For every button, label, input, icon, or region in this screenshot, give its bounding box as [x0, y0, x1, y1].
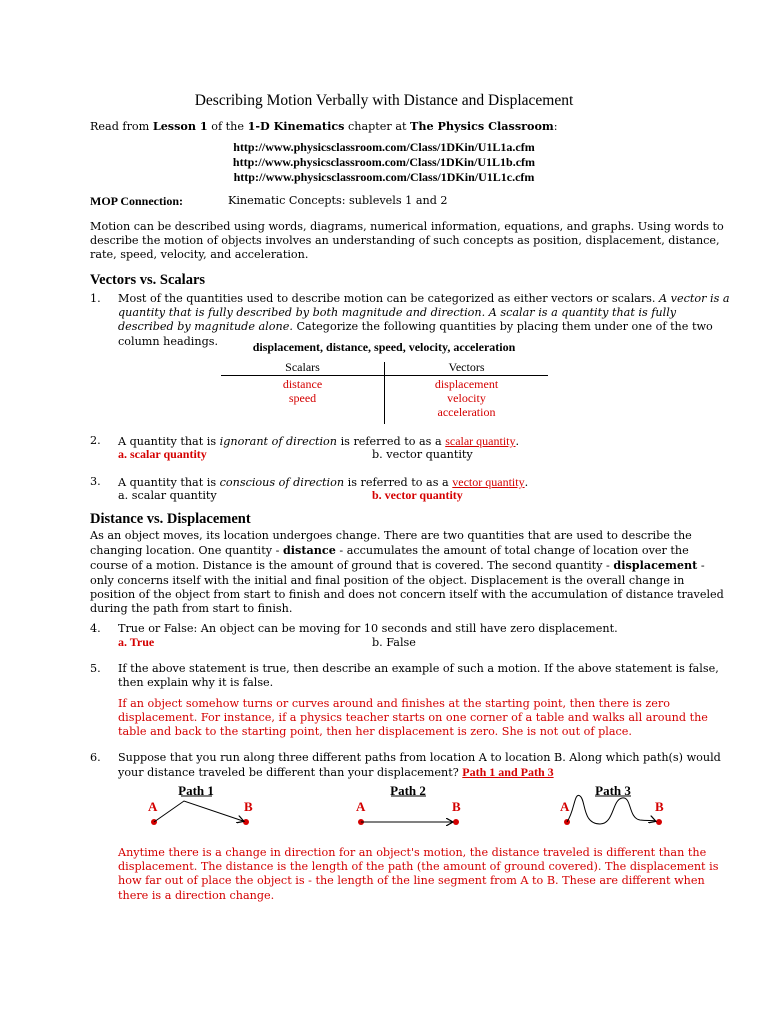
- q6-text: Suppose that you run along three different paths from location A to location B. Along which path(s) would your distance traveled be different than your displacement?: [118, 751, 721, 780]
- read-from-mid: of the: [207, 120, 248, 133]
- q3-answer: vector quantity: [452, 475, 525, 489]
- link-item[interactable]: http://www.physicsclassroom.com/Class/1DKin/U1L1b.cfm: [232, 155, 536, 169]
- question-3-text: [118, 475, 528, 490]
- section-heading-vectors-scalars: Vectors vs. Scalars: [90, 272, 206, 288]
- q4-option-b[interactable]: b. False: [372, 636, 416, 649]
- question-number: 2.: [90, 434, 101, 447]
- para-part-c: - only concerns itself with the initial and final position of the object. Displacement is the overall change in position of the object from start to finish and does not concern itself with the accumulation of distance traveled during the path from start to finish.: [90, 559, 724, 616]
- path-1-point-b-label: B: [244, 799, 253, 814]
- q6-explanation: Anytime there is a change in direction for an object's motion, the distance traveled is different than the displacement. The distance is the length of the path (the amount of ground covered). The displacement is how far out of place the object is - the length of the line segment from A to B. These are different when there is a direction change.: [118, 846, 719, 902]
- section-heading-distance-displacement: Distance vs. Displacement: [90, 511, 251, 527]
- q3-mid: is referred to as a: [344, 476, 453, 489]
- q2-mid: is referred to as a: [337, 435, 446, 448]
- q1-text-a: Most of the quantities used to describe motion can be categorized as either vectors or scalars.: [118, 292, 660, 305]
- scalars-header: Scalars: [285, 360, 320, 374]
- q2-end: .: [515, 435, 520, 448]
- question-6-text: [118, 751, 730, 780]
- question-4-text: True or False: An object can be moving for 10 seconds and still have zero displacement.: [118, 622, 618, 635]
- path-3-point-a-label: A: [560, 799, 570, 814]
- path-diagrams: [0, 780, 768, 830]
- term-displacement: displacement: [613, 558, 698, 573]
- q1-text-c: Categorize the following quantities by placing them under one of the two column headings.: [118, 320, 713, 348]
- link-item[interactable]: http://www.physicsclassroom.com/Class/1DKin/U1L1a.cfm: [233, 140, 535, 154]
- vector-cell: displacement: [434, 377, 499, 391]
- distance-displacement-paragraph: [90, 529, 730, 616]
- path-2-point-b-label: B: [452, 799, 461, 814]
- question-number: 6.: [90, 751, 101, 764]
- read-from-prefix: Read from: [90, 120, 153, 133]
- question-number: 5.: [90, 662, 101, 675]
- path-2-point-b: [453, 819, 459, 825]
- path-1-label: Path 1: [178, 783, 214, 798]
- link-item[interactable]: http://www.physicsclassroom.com/Class/1DKin/U1L1c.cfm: [233, 170, 535, 184]
- path-3-point-b: [656, 819, 662, 825]
- question-5-text: If the above statement is true, then describe an example of such a motion. If the above statement is false, then explain why it is false.: [118, 662, 719, 690]
- para-part-b: - accumulates the amount of total change of location over the course of a motion. Distance is the amount of ground that is covered. The second quantity -: [90, 544, 689, 573]
- scalar-cell: distance: [282, 377, 323, 391]
- path-1-route: [154, 801, 243, 822]
- question-number: 4.: [90, 622, 101, 635]
- lesson-name: Lesson 1: [152, 119, 208, 133]
- path-2-label: Path 2: [390, 783, 426, 798]
- path-3-route: [567, 795, 655, 824]
- q2-pre: A quantity that is: [118, 435, 220, 448]
- vectors-header: Vectors: [448, 360, 485, 374]
- q2-emphasis: ignorant of direction: [219, 435, 338, 448]
- mop-label: MOP Connection:: [90, 194, 183, 208]
- path-1-point-a-label: A: [148, 799, 158, 814]
- chapter-name: 1-D Kinematics: [247, 119, 345, 133]
- para-part-a: As an object moves, its location undergoes change. There are two quantities that are used to describe the changing location. One quantity -: [90, 529, 692, 558]
- q3-option-a[interactable]: a. scalar quantity: [118, 489, 217, 502]
- link-list: [0, 140, 768, 185]
- quantities-line: displacement, distance, speed, velocity, acceleration: [252, 340, 516, 354]
- read-from-end: :: [553, 120, 558, 133]
- q2-option-a[interactable]: a. scalar quantity: [118, 447, 207, 461]
- mop-value: Kinematic Concepts: sublevels 1 and 2: [228, 194, 448, 207]
- question-number: 1.: [90, 292, 101, 305]
- term-distance: distance: [282, 543, 336, 558]
- path-2-point-a-label: A: [356, 799, 366, 814]
- intro-paragraph: Motion can be described using words, diagrams, numerical information, equations, and graphs. Using words to describe the motion of objects involves an understanding of such concepts as position, displacement, distance, rate, speed, velocity, and acceleration.: [90, 220, 724, 262]
- read-from-chapter-suffix: chapter at: [344, 120, 411, 133]
- scalars-vectors-table: [221, 358, 548, 424]
- q3-end: .: [524, 476, 529, 489]
- scalar-cell: speed: [288, 391, 317, 405]
- site-name: The Physics Classroom: [410, 119, 554, 133]
- page-title: Describing Motion Verbally with Distance and Displacement: [194, 92, 574, 109]
- path-1-point-b: [243, 819, 249, 825]
- q6-answer: Path 1 and Path 3: [462, 765, 554, 780]
- q3-option-b[interactable]: b. vector quantity: [372, 488, 463, 502]
- q2-answer: scalar quantity: [445, 434, 516, 448]
- path-3-point-b-label: B: [655, 799, 664, 814]
- q4-option-a[interactable]: a. True: [118, 635, 155, 649]
- vector-cell: acceleration: [437, 405, 496, 419]
- q2-option-b[interactable]: b. vector quantity: [372, 448, 473, 461]
- read-from-line: [90, 119, 558, 134]
- question-number: 3.: [90, 475, 101, 488]
- path-3-label: Path 3: [595, 783, 631, 798]
- vector-cell: velocity: [447, 391, 486, 405]
- q3-emphasis: conscious of direction: [219, 476, 345, 489]
- q5-answer: If an object somehow turns or curves around and finishes at the starting point, then there is zero displacement. For instance, if a physics teacher starts on one corner of a table and walks all around the table and back to the starting point, then her displacement is zero. She is not out of place.: [118, 697, 708, 739]
- q1-definitions: A vector is a quantity that is fully described by both magnitude and direction. A scalar is a quantity that is fully described by magnitude alone.: [118, 292, 730, 334]
- q3-pre: A quantity that is: [118, 476, 220, 489]
